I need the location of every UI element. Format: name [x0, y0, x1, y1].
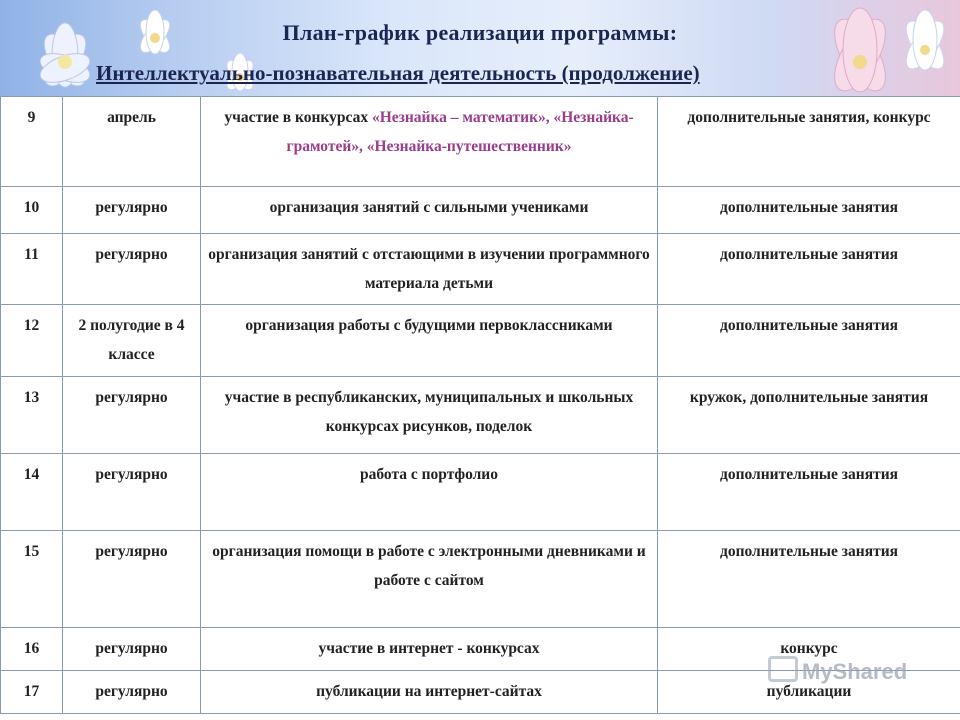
- period-cell: регулярно: [63, 531, 201, 628]
- row-number-cell: 13: [1, 377, 63, 454]
- plan-schedule-table: [0, 96, 960, 714]
- row-number-cell: 14: [1, 454, 63, 531]
- form-cell: дополнительные занятия: [658, 234, 960, 305]
- activity-cell: участие в интернет - конкурсах: [201, 628, 658, 671]
- period-cell: регулярно: [63, 187, 201, 234]
- table-row: [1, 187, 960, 234]
- table-row: [1, 377, 960, 454]
- period-cell: регулярно: [63, 671, 201, 714]
- row-number-cell: 16: [1, 628, 63, 671]
- period-cell: регулярно: [63, 377, 201, 454]
- table-row: [1, 454, 960, 531]
- form-cell: дополнительные занятия: [658, 305, 960, 377]
- period-cell: регулярно: [63, 234, 201, 305]
- table-row: [1, 531, 960, 628]
- form-cell: кружок, дополнительные занятия: [658, 377, 960, 454]
- activity-cell: организация работы с будущими первоклассниками: [201, 305, 658, 377]
- form-cell: дополнительные занятия, конкурс: [658, 97, 960, 187]
- page-title: План-график реализации программы:: [282, 20, 678, 45]
- period-cell: регулярно: [63, 628, 201, 671]
- row-number-cell: 10: [1, 187, 63, 234]
- pink-lotus-icon: [790, 0, 960, 100]
- period-cell: регулярно: [63, 454, 201, 531]
- row-number-cell: 12: [1, 305, 63, 377]
- table-row: [1, 97, 960, 187]
- form-cell: конкурс: [658, 628, 960, 671]
- row-number-cell: 11: [1, 234, 63, 305]
- period-cell: апрель: [63, 97, 201, 187]
- activity-text: участие в конкурсах: [224, 109, 372, 126]
- activity-cell: организация помощи в работе с электронными дневниками и работе с сайтом: [201, 531, 658, 628]
- contest-names-text: «Незнайка – математик», «Незнайка-грамотей», «Незнайка-путешественник»: [286, 109, 634, 155]
- table-row: [1, 234, 960, 305]
- presentation-icon: [768, 656, 798, 682]
- activity-cell: публикации на интернет-сайтах: [201, 671, 658, 714]
- activity-cell: организация занятий с отстающими в изучении программного материала детьми: [201, 234, 658, 305]
- activity-cell: организация занятий с сильными учениками: [201, 187, 658, 234]
- activity-cell: [201, 97, 658, 187]
- watermark-text: MyShared: [802, 659, 908, 684]
- period-cell: 2 полугодие в 4 классе: [63, 305, 201, 377]
- row-number-cell: 9: [1, 97, 63, 187]
- row-number-cell: 15: [1, 531, 63, 628]
- activity-cell: работа с портфолио: [201, 454, 658, 531]
- form-cell: публикации: [658, 671, 960, 714]
- form-cell: дополнительные занятия: [658, 531, 960, 628]
- table-row: [1, 305, 960, 377]
- form-cell: дополнительные занятия: [658, 454, 960, 531]
- form-cell: дополнительные занятия: [658, 187, 960, 234]
- watermark: [768, 656, 907, 685]
- page-subtitle: Интеллектуально-познавательная деятельность (продолжение): [96, 61, 700, 85]
- row-number-cell: 17: [1, 671, 63, 714]
- activity-cell: участие в республиканских, муниципальных и школьных конкурсах рисунков, поделок: [201, 377, 658, 454]
